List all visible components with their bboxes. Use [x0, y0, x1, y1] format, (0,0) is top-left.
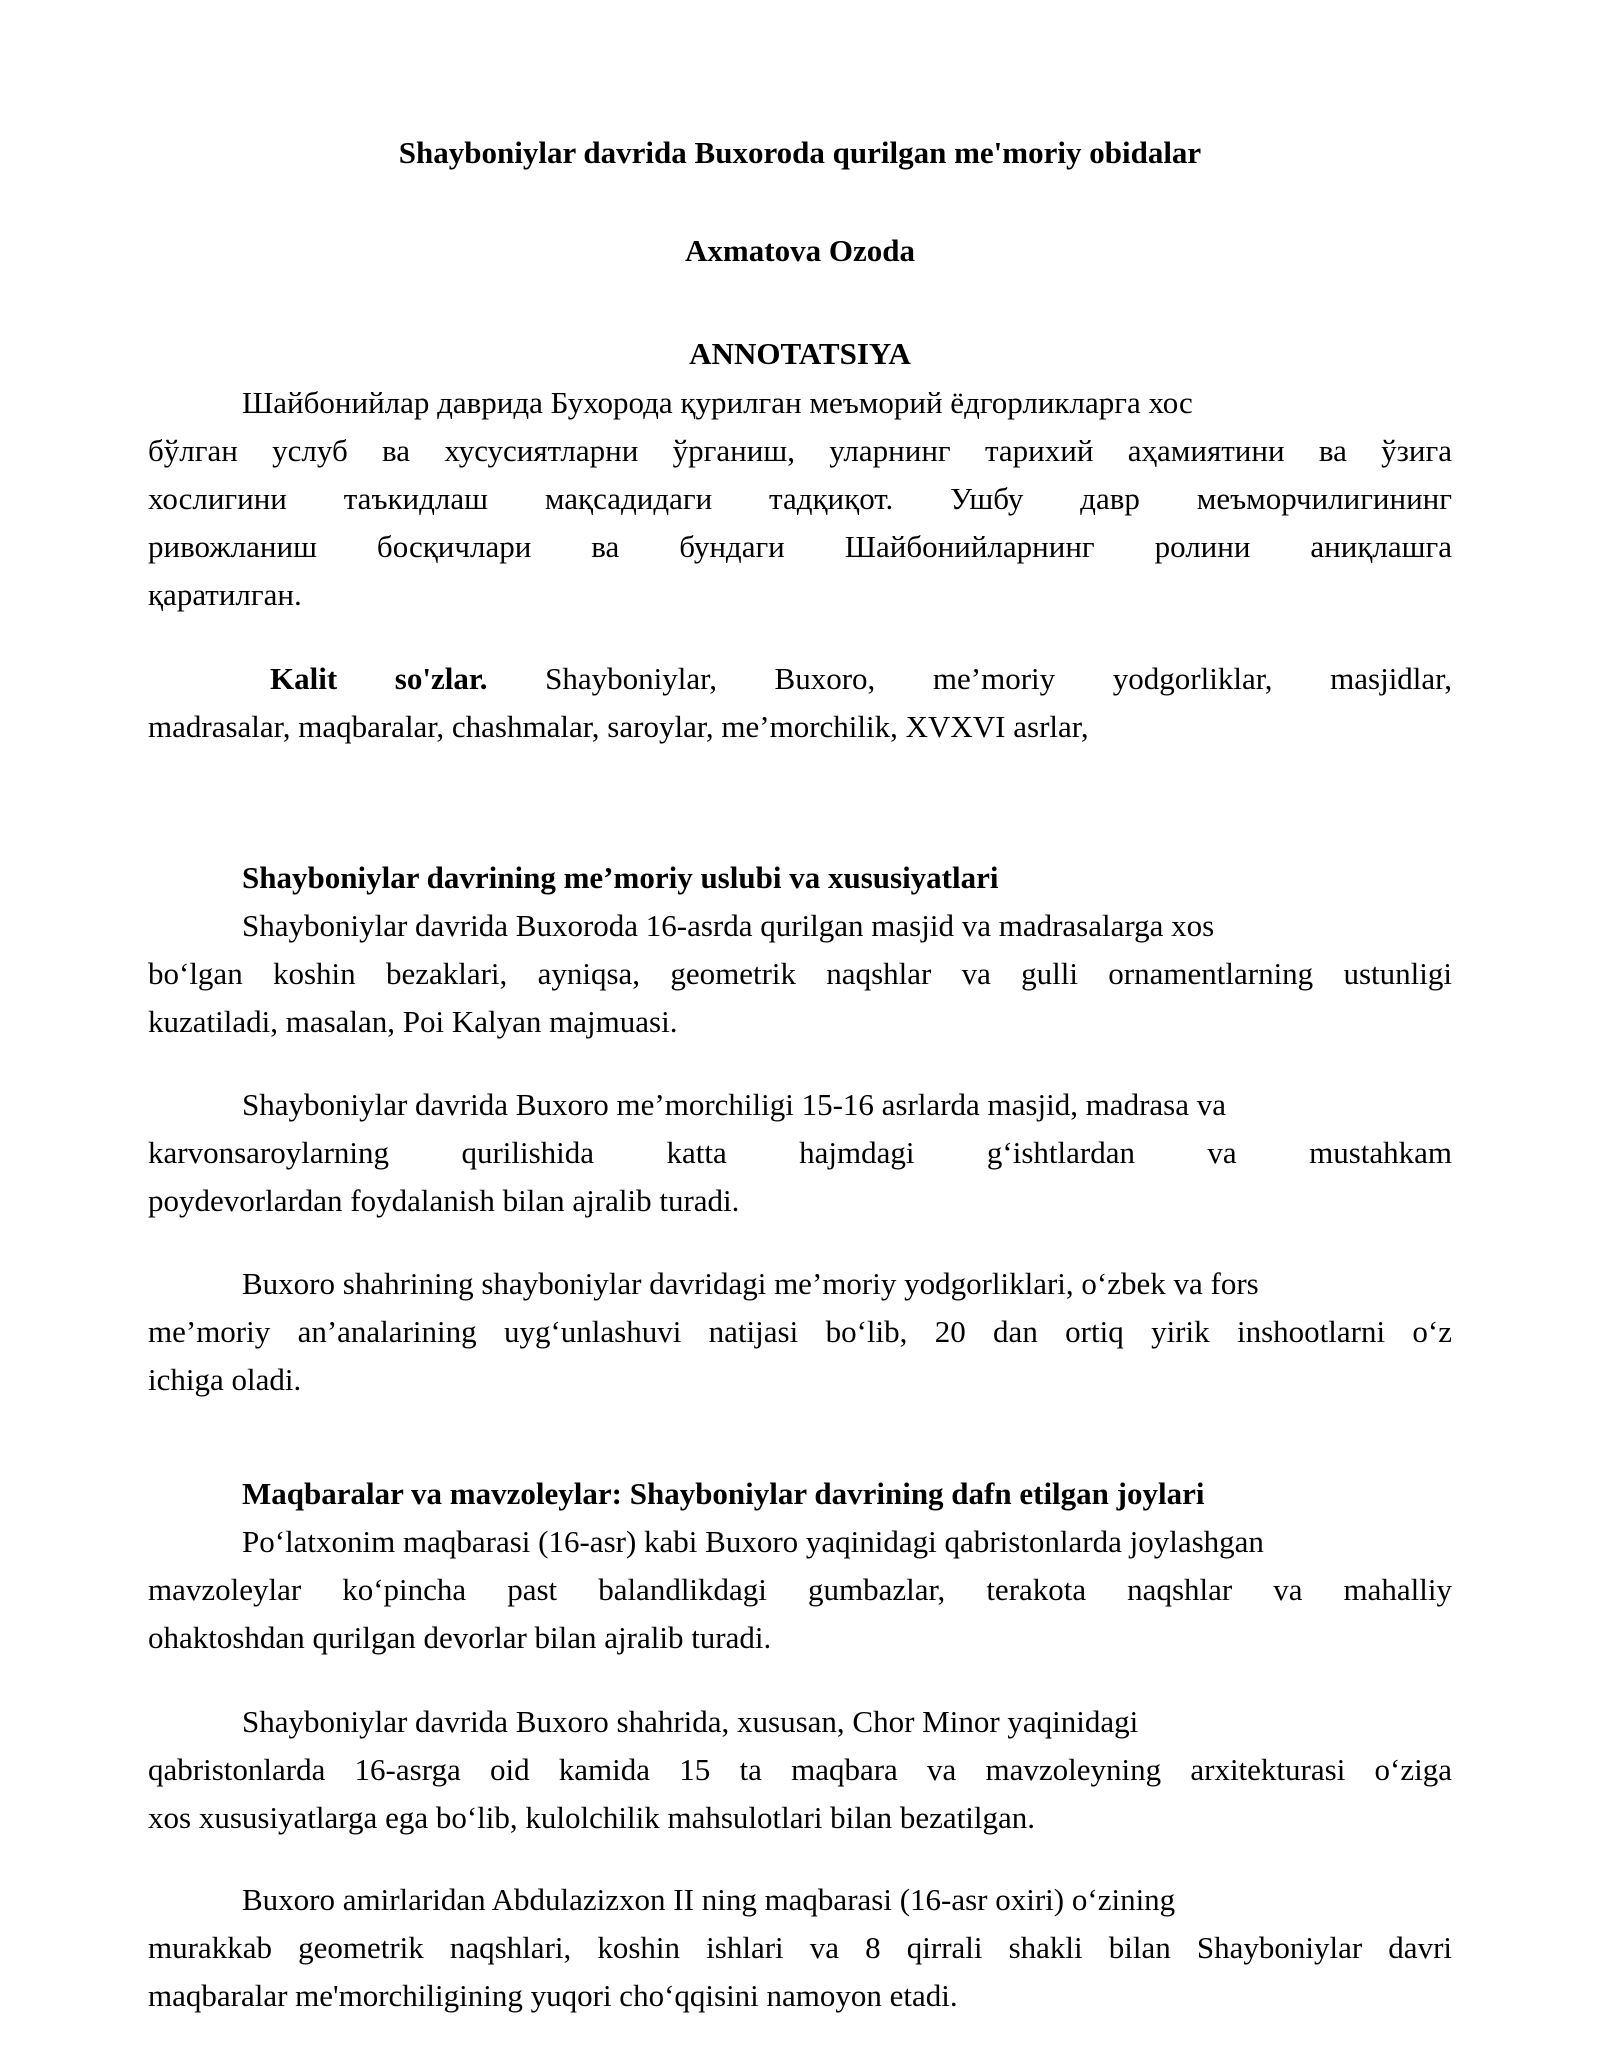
paragraph-line: Buxoro shahrining shayboniylar davridagi me’moriy yodgorliklari, o‘zbek va fors	[242, 1266, 1259, 1301]
paragraph-line: Shayboniylar davrida Buxoro me’morchiligi 15-16 asrlarda masjid, madrasa va	[242, 1087, 1226, 1122]
document-title: Shayboniylar davrida Buxoroda qurilgan me'moriy obidalar	[398, 135, 1202, 170]
keywords-line	[270, 659, 1452, 699]
annotation-heading: ANNOTATSIYA	[689, 336, 911, 371]
paragraph-line: Shayboniylar davrida Buxoro shahrida, xususan, Chor Minor yaqinidagi	[242, 1704, 1139, 1739]
annotation-line: хослигини таъкидлаш мақсадидаги тадқиқот. Ушбу давр меъморчилигининг	[148, 481, 1452, 516]
annotation-line: Шайбонийлар даврида Бухорода қурилган меъморий ёдгорликларга хос	[242, 385, 1193, 420]
paragraph-line: murakkab geometrik naqshlari, koshin ishlari va 8 qirrali shakli bilan Shayboniylar davri	[148, 1930, 1452, 1965]
paragraph-line: poydevorlardan foydalanish bilan ajralib turadi.	[148, 1183, 740, 1218]
annotation-line: қаратилган.	[148, 577, 302, 612]
paragraph-line: mavzoleylar ko‘pincha past balandlikdagi gumbazlar, terakota naqshlar va mahalliy	[148, 1572, 1452, 1607]
paragraph-line: bo‘lgan koshin bezaklari, ayniqsa, geometrik naqshlar va gulli ornamentlarning ustunligi	[148, 956, 1452, 991]
paragraph-line: me’moriy an’analarining uyg‘unlashuvi natijasi bo‘lib, 20 dan ortiq yirik inshootlarni o‘z	[148, 1314, 1452, 1349]
annotation-line: ривожланиш босқичлари ва бундаги Шайбонийларнинг ролини аниқлашга	[148, 529, 1452, 564]
paragraph-line: Buxoro amirlaridan Abdulazizxon II ning maqbarasi (16-asr oxiri) o‘zining	[242, 1882, 1176, 1917]
section-heading: Maqbaralar va mavzoleylar: Shayboniylar davrining dafn etilgan joylari	[242, 1476, 1205, 1511]
paragraph-line: qabristonlarda 16-asrga oid kamida 15 ta maqbara va mavzoleyning arxitekturasi o‘ziga	[148, 1752, 1452, 1787]
keywords-label: Kalit so'zlar.	[270, 661, 488, 696]
paragraph-line: Shayboniylar davrida Buxoroda 16-asrda qurilgan masjid va madrasalarga xos	[242, 908, 1215, 943]
paragraph-line: ohaktoshdan qurilgan devorlar bilan ajralib turadi.	[148, 1620, 772, 1655]
keywords-line: madrasalar, maqbaralar, chashmalar, saroylar, me’morchilik, XVXVI asrlar,	[148, 709, 1089, 744]
paragraph-line: Po‘latxonim maqbarasi (16-asr) kabi Buxoro yaqinidagi qabristonlarda joylashgan	[242, 1524, 1264, 1559]
paragraph-line: karvonsaroylarning qurilishida katta hajmdagi g‘ishtlardan va mustahkam	[148, 1135, 1452, 1170]
paragraph-line: ichiga oladi.	[148, 1362, 302, 1397]
paragraph-line: xos xususiyatlarga ega bo‘lib, kulolchilik mahsulotlari bilan bezatilgan.	[148, 1800, 1036, 1835]
keywords-text: Shayboniylar, Buxoro, me’moriy yodgorliklar, masjidlar,	[545, 661, 1453, 696]
paragraph-line: maqbaralar me'morchiligining yuqori cho‘qqisini namoyon etadi.	[148, 1978, 958, 2013]
section-heading: Shayboniylar davrining me’moriy uslubi va xususiyatlari	[242, 860, 999, 895]
annotation-line: бўлган услуб ва хусусиятларни ўрганиш, уларнинг тарихий аҳамиятини ва ўзига	[148, 433, 1452, 468]
document-author: Axmatova Ozoda	[685, 233, 915, 268]
paragraph-line: kuzatiladi, masalan, Poi Kalyan majmuasi.	[148, 1004, 678, 1039]
